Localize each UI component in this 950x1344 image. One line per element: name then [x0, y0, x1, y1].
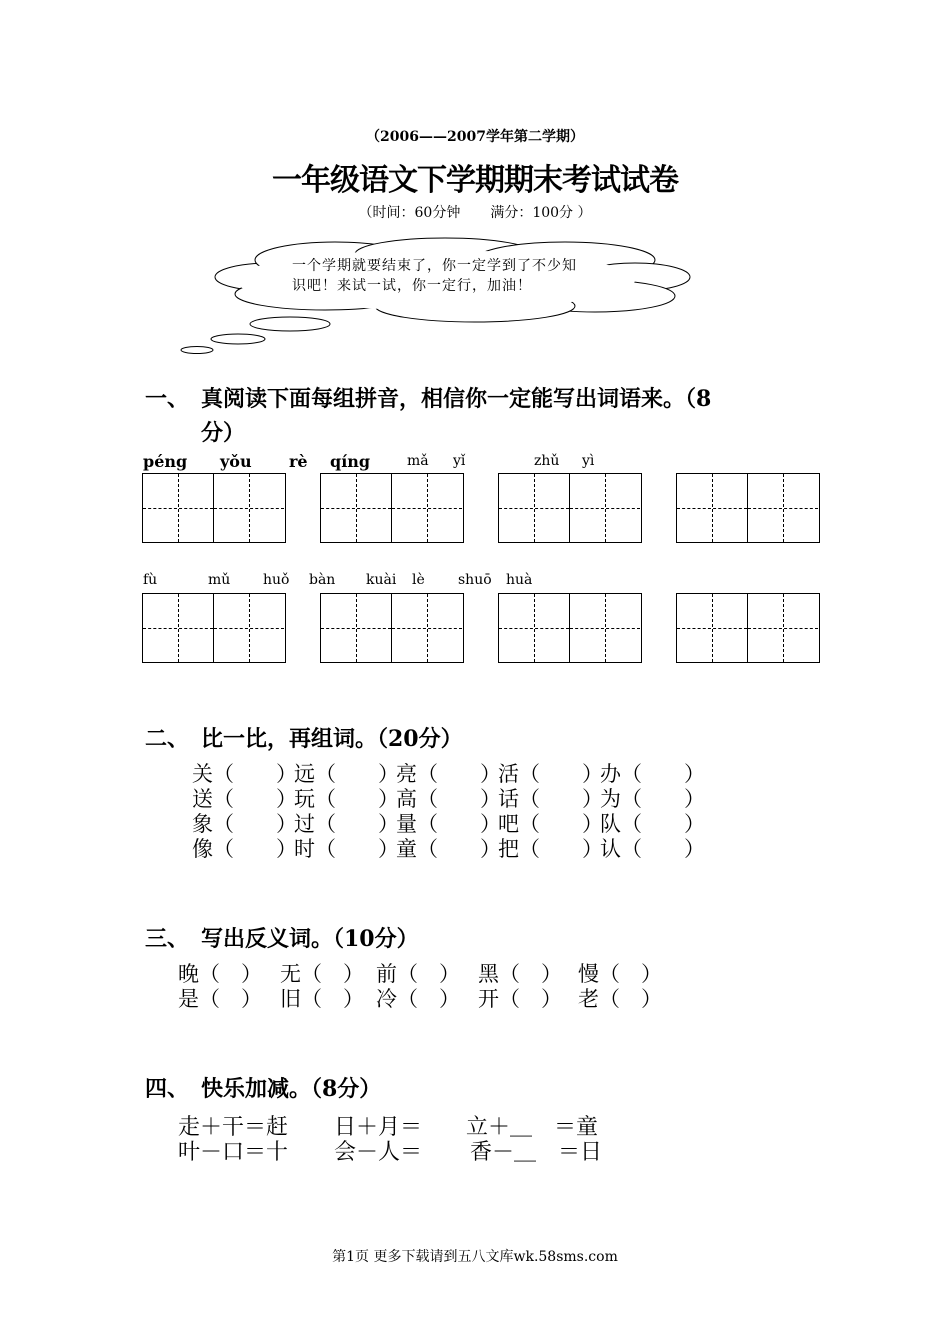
section4-heading [145, 1072, 381, 1103]
antonym-item: 晚（ ） [178, 962, 262, 986]
antonym-item: 老（ ） [578, 987, 662, 1011]
pinyin: lè [412, 572, 425, 588]
pinyin: shuō [458, 572, 492, 588]
pinyin: zhǔ [534, 453, 560, 469]
writing-grid[interactable] [498, 473, 642, 543]
compare-item: 量（ ） [396, 812, 501, 836]
math-row [0, 1135, 950, 1165]
page-footer: 第1页 更多下载请到五八文库wk.58sms.com [332, 1249, 618, 1265]
compare-item: 象（ ） [192, 812, 297, 836]
compare-item: 童（ ） [396, 837, 501, 861]
compare-item: 玩（ ） [294, 787, 399, 811]
pinyin: mǔ [208, 572, 231, 588]
pinyin: qíng [330, 452, 371, 471]
compare-item: 认（ ） [600, 837, 705, 861]
compare-item: 过（ ） [294, 812, 399, 836]
section4-title: 快乐加减。（8分） [201, 1076, 382, 1102]
cloud-message: 一个学期就要结束了，你一定学到了不少知识吧！来试一试，你一定行，加油！ [292, 258, 577, 294]
section2-title: 比一比，再组词。（20分） [201, 726, 463, 752]
compare-item: 活（ ） [498, 762, 603, 786]
antonym-item: 黑（ ） [478, 962, 562, 986]
compare-item: 送（ ） [192, 787, 297, 811]
section2-heading [145, 722, 463, 753]
antonym-item: 是（ ） [178, 987, 262, 1011]
pinyin: yì [582, 453, 595, 469]
math-item: 立＋＿ ＝童 [466, 1115, 599, 1140]
compare-item: 为（ ） [600, 787, 705, 811]
writing-grid[interactable] [498, 593, 642, 663]
page-title: 一年级语文下学期期末考试试卷 [272, 163, 678, 198]
section1-title-line2: 分） [201, 420, 246, 446]
full-score: 满分：100分 ） [490, 205, 592, 221]
section1-number: 一、 [145, 386, 190, 412]
antonym-item: 旧（ ） [280, 987, 364, 1011]
exam-info [0, 202, 950, 222]
antonym-item: 冷（ ） [376, 987, 460, 1011]
pinyin: bàn [309, 572, 336, 588]
section3-heading [145, 922, 419, 953]
antonym-item: 前（ ） [376, 962, 460, 986]
pinyin: kuài [366, 572, 397, 588]
pinyin: péng [143, 452, 188, 471]
compare-item: 吧（ ） [498, 812, 603, 836]
section1-title-line1: 真阅读下面每组拼音，相信你一定能写出词语来。（8 [201, 386, 712, 412]
compare-item: 队（ ） [600, 812, 705, 836]
compare-item: 把（ ） [498, 837, 603, 861]
section3-title: 写出反义词。（10分） [201, 926, 419, 952]
section2-number: 二、 [145, 726, 190, 752]
writing-grid[interactable] [676, 473, 820, 543]
writing-grid[interactable] [142, 593, 286, 663]
writing-grid[interactable] [676, 593, 820, 663]
antonym-item: 慢（ ） [578, 962, 662, 986]
pinyin: huǒ [263, 572, 290, 588]
pinyin: huà [506, 572, 533, 588]
time-limit: （时间：60分钟 [358, 205, 461, 221]
math-item: 日＋月＝ [334, 1115, 423, 1140]
compare-item: 亮（ ） [396, 762, 501, 786]
writing-grid[interactable] [320, 593, 464, 663]
pinyin: rè [289, 452, 308, 471]
writing-grid[interactable] [320, 473, 464, 543]
compare-item: 关（ ） [192, 762, 297, 786]
section1-heading [145, 382, 815, 450]
pinyin: yǐ [453, 453, 466, 469]
math-item: 香－＿ ＝日 [470, 1140, 603, 1165]
pinyin: fù [143, 572, 158, 588]
math-item: 叶－口＝十 [178, 1140, 289, 1165]
compare-item: 高（ ） [396, 787, 501, 811]
pinyin: yǒu [220, 452, 252, 471]
math-row [0, 1110, 950, 1140]
compare-item: 像（ ） [192, 837, 297, 861]
antonym-item: 开（ ） [478, 987, 562, 1011]
section3-number: 三、 [145, 926, 190, 952]
term-label: （2006——2007学年第二学期） [366, 129, 584, 145]
compare-item: 时（ ） [294, 837, 399, 861]
compare-item: 远（ ） [294, 762, 399, 786]
antonym-item: 无（ ） [280, 962, 364, 986]
section4-number: 四、 [145, 1076, 190, 1102]
compare-item: 办（ ） [600, 762, 705, 786]
pinyin: mǎ [407, 453, 429, 469]
compare-item: 话（ ） [498, 787, 603, 811]
math-item: 会－人＝ [334, 1140, 423, 1165]
math-item: 走＋干＝赶 [178, 1115, 289, 1140]
writing-grid[interactable] [142, 473, 286, 543]
